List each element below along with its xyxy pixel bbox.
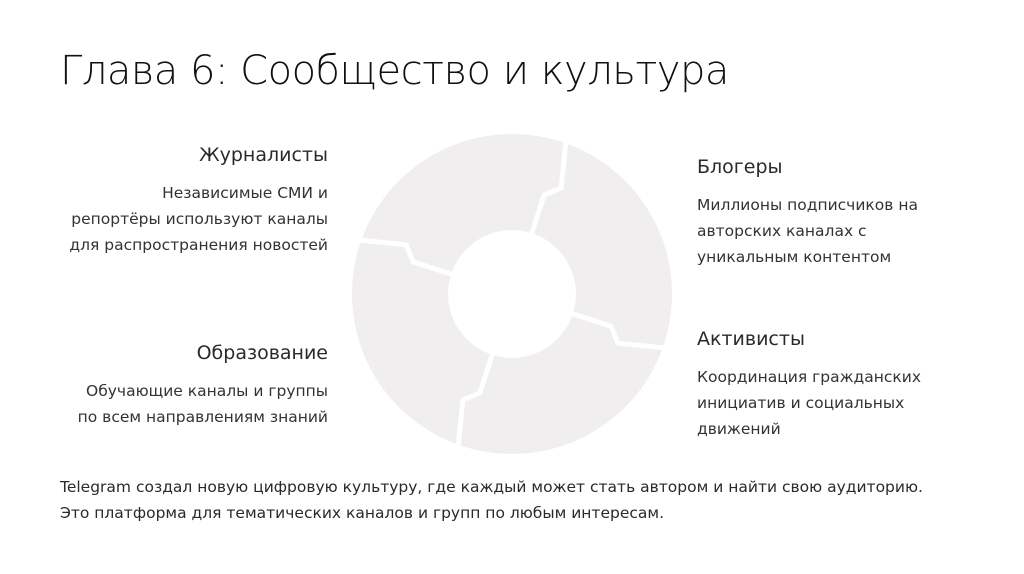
cycle-ring-diagram — [349, 131, 675, 457]
journalists-line: репортёры используют каналы — [71, 210, 328, 228]
education-heading: Образование — [196, 342, 328, 364]
bloggers-description — [697, 192, 997, 270]
bloggers-heading: Блогеры — [697, 156, 783, 178]
ring-segments — [352, 134, 672, 454]
footer-text — [60, 474, 990, 526]
ring-base — [352, 134, 672, 454]
activists-block — [697, 328, 997, 442]
education-description — [28, 378, 328, 430]
activists-line: движений — [697, 420, 781, 438]
bloggers-block — [697, 156, 997, 270]
journalists-line: Независимые СМИ и — [162, 184, 328, 202]
education-line: Обучающие каналы и группы — [86, 382, 328, 400]
journalists-description — [28, 180, 328, 258]
bloggers-line: Миллионы подписчиков на — [697, 196, 918, 214]
activists-line: Координация гражданских — [697, 368, 922, 386]
activists-description — [697, 364, 997, 442]
bloggers-line: уникальным контентом — [697, 248, 892, 266]
journalists-block — [28, 144, 328, 258]
journalists-heading: Журналисты — [199, 144, 328, 166]
activists-line: инициатив и социальных — [697, 394, 905, 412]
slide-title: Глава 6: Сообщество и культура — [60, 48, 729, 94]
footer-line: Это платформа для тематических каналов и групп по любым интересам. — [60, 504, 665, 522]
journalists-line: для распространения новостей — [69, 236, 328, 254]
education-block — [28, 342, 328, 430]
footer-line: Telegram создал новую цифровую культуру, где каждый может стать автором и найти свою аудиторию. — [60, 478, 923, 496]
bloggers-line: авторских каналах с — [697, 222, 867, 240]
activists-heading: Активисты — [697, 328, 805, 350]
education-line: по всем направлениям знаний — [77, 408, 328, 426]
